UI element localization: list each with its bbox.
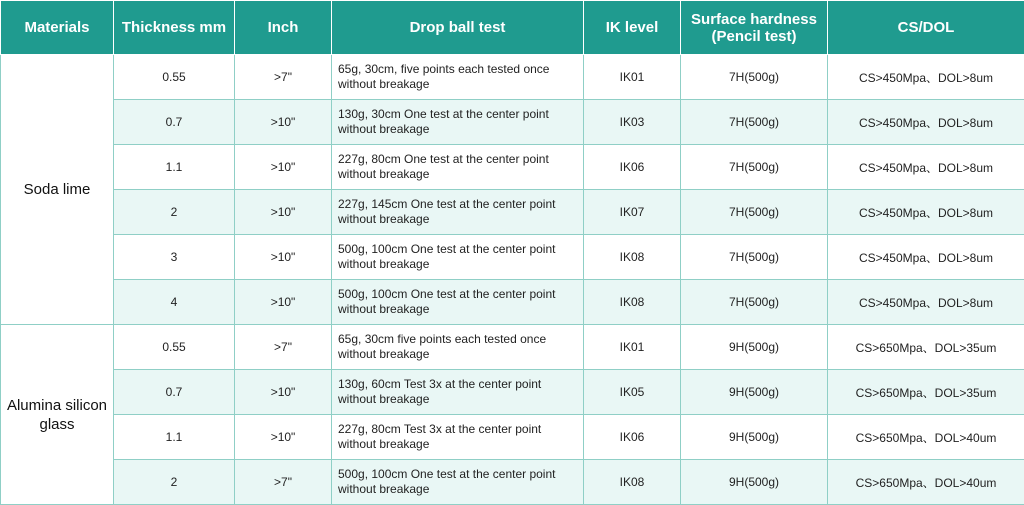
ik-level-cell: IK08	[584, 235, 681, 280]
inch-cell: >10"	[235, 100, 332, 145]
cs-dol-cell: CS>450Mpa、DOL>8um	[828, 145, 1024, 190]
thickness-cell: 0.55	[114, 325, 235, 370]
drop-test-cell: 130g, 30cm One test at the center point without breakage	[332, 100, 584, 145]
drop-test-cell: 130g, 60cm Test 3x at the center point without breakage	[332, 370, 584, 415]
table-row	[1, 235, 1024, 280]
hardness-cell: 9H(500g)	[681, 370, 828, 415]
drop-test-cell: 65g, 30cm five points each tested once without breakage	[332, 325, 584, 370]
cs-dol-cell: CS>450Mpa、DOL>8um	[828, 280, 1024, 325]
ik-level-cell: IK03	[584, 100, 681, 145]
header-inch: Inch	[235, 1, 332, 55]
inch-cell: >10"	[235, 415, 332, 460]
inch-cell: >7"	[235, 325, 332, 370]
ik-level-cell: IK08	[584, 460, 681, 505]
thickness-cell: 0.7	[114, 370, 235, 415]
inch-cell: >10"	[235, 235, 332, 280]
thickness-cell: 2	[114, 460, 235, 505]
ik-level-cell: IK08	[584, 280, 681, 325]
header-cs-dol: CS/DOL	[828, 1, 1024, 55]
cs-dol-cell: CS>450Mpa、DOL>8um	[828, 100, 1024, 145]
table-row	[1, 280, 1024, 325]
drop-test-cell: 227g, 80cm One test at the center point without breakage	[332, 145, 584, 190]
ik-level-cell: IK01	[584, 325, 681, 370]
inch-cell: >10"	[235, 190, 332, 235]
ik-level-cell: IK01	[584, 55, 681, 100]
inch-cell: >10"	[235, 370, 332, 415]
cs-dol-cell: CS>450Mpa、DOL>8um	[828, 235, 1024, 280]
header-drop-ball-test: Drop ball test	[332, 1, 584, 55]
cs-dol-cell: CS>450Mpa、DOL>8um	[828, 55, 1024, 100]
cs-dol-cell: CS>450Mpa、DOL>8um	[828, 190, 1024, 235]
header-materials: Materials	[1, 1, 114, 55]
cs-dol-cell: CS>650Mpa、DOL>40um	[828, 415, 1024, 460]
hardness-cell: 9H(500g)	[681, 325, 828, 370]
table-row	[1, 190, 1024, 235]
table-row	[1, 145, 1024, 190]
table-row	[1, 370, 1024, 415]
inch-cell: >10"	[235, 280, 332, 325]
thickness-cell: 1.1	[114, 415, 235, 460]
header-ik-level: IK level	[584, 1, 681, 55]
drop-test-cell: 500g, 100cm One test at the center point without breakage	[332, 460, 584, 505]
header-surface-hardness: Surface hardness (Pencil test)	[681, 1, 828, 55]
thickness-cell: 0.7	[114, 100, 235, 145]
drop-test-cell: 65g, 30cm, five points each tested once without breakage	[332, 55, 584, 100]
table-row	[1, 460, 1024, 505]
cs-dol-cell: CS>650Mpa、DOL>40um	[828, 460, 1024, 505]
hardness-cell: 7H(500g)	[681, 280, 828, 325]
ik-level-cell: IK05	[584, 370, 681, 415]
inch-cell: >7"	[235, 55, 332, 100]
thickness-cell: 4	[114, 280, 235, 325]
drop-test-cell: 227g, 145cm One test at the center point without breakage	[332, 190, 584, 235]
table-row	[1, 415, 1024, 460]
drop-test-cell: 227g, 80cm Test 3x at the center point without breakage	[332, 415, 584, 460]
inch-cell: >7"	[235, 460, 332, 505]
drop-test-cell: 500g, 100cm One test at the center point without breakage	[332, 235, 584, 280]
header-thickness: Thickness mm	[114, 1, 235, 55]
hardness-cell: 7H(500g)	[681, 55, 828, 100]
table-row	[1, 55, 1024, 100]
material-cell: Alumina silicon glass	[1, 325, 114, 505]
ik-level-cell: IK07	[584, 190, 681, 235]
hardness-cell: 9H(500g)	[681, 415, 828, 460]
cs-dol-cell: CS>650Mpa、DOL>35um	[828, 370, 1024, 415]
table-row	[1, 100, 1024, 145]
hardness-cell: 9H(500g)	[681, 460, 828, 505]
cs-dol-cell: CS>650Mpa、DOL>35um	[828, 325, 1024, 370]
thickness-cell: 0.55	[114, 55, 235, 100]
ik-level-cell: IK06	[584, 145, 681, 190]
hardness-cell: 7H(500g)	[681, 100, 828, 145]
drop-test-cell: 500g, 100cm One test at the center point without breakage	[332, 280, 584, 325]
header-row	[1, 1, 1024, 55]
table-row	[1, 325, 1024, 370]
thickness-cell: 1.1	[114, 145, 235, 190]
hardness-cell: 7H(500g)	[681, 190, 828, 235]
thickness-cell: 3	[114, 235, 235, 280]
hardness-cell: 7H(500g)	[681, 145, 828, 190]
ik-level-cell: IK06	[584, 415, 681, 460]
hardness-cell: 7H(500g)	[681, 235, 828, 280]
thickness-cell: 2	[114, 190, 235, 235]
inch-cell: >10"	[235, 145, 332, 190]
material-cell: Soda lime	[1, 55, 114, 325]
